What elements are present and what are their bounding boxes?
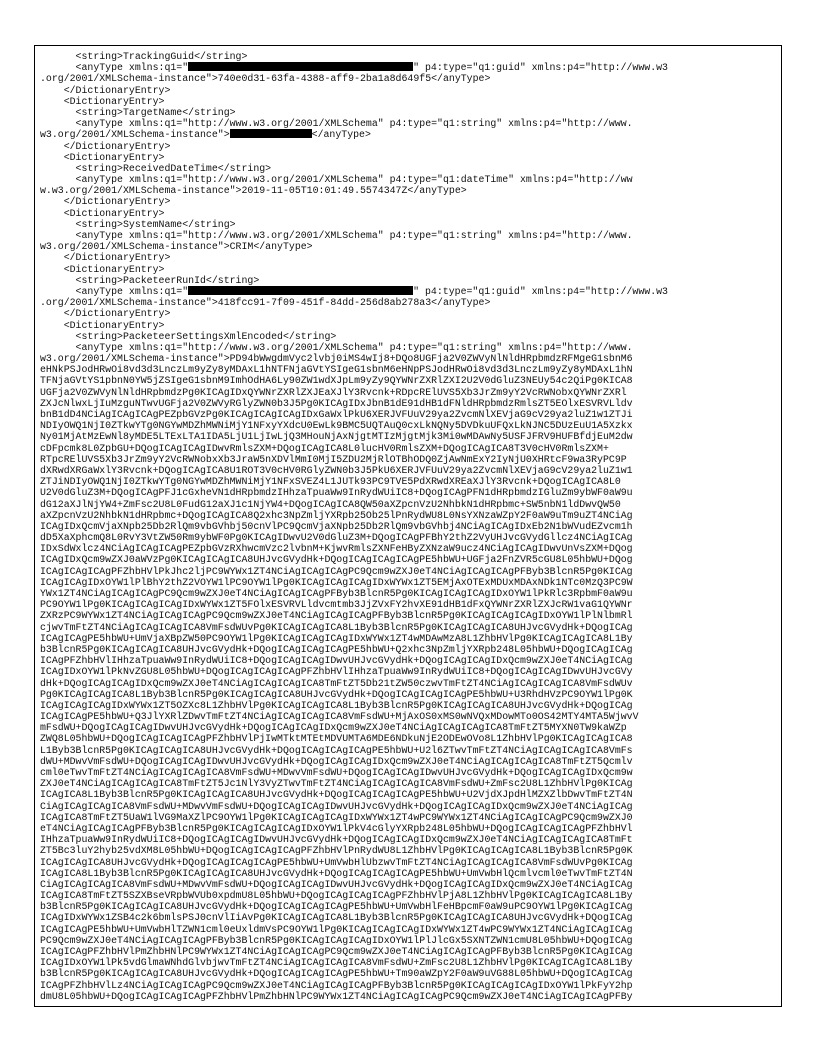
code-line: w.w3.org/2001/XMLSchema-instance">2019-11-05T10:01:49.5574347Z</anyType> bbox=[40, 185, 467, 197]
code-line: </DictionaryEntry> bbox=[40, 308, 171, 320]
code-line: ICAgIDxQcm9wZXJ0aWVzPg0KICAgICAgICA8UHJvcGVydHk+DQogICAgICAgICAgPE5hbWU+UGFja2FnZVR5cGU8L05hbWU+DQog bbox=[40, 554, 633, 566]
redaction-bar bbox=[230, 129, 312, 138]
code-line: <DictionaryEntry> bbox=[40, 319, 165, 331]
code-line bbox=[40, 286, 781, 297]
code-line: L1Byb3BlcnR5Pg0KICAgICAgICA8UHJvcGVydHk+DQogICAgICAgICAgPE5hbWU+U2l6ZTwvTmFtZT4NCiAgICAgICAgICA8VmFs bbox=[40, 744, 633, 756]
code-line: ICAgICAgPE5hbWU+Q3JlYXRlZDwvTmFtZT4NCiAgICAgICAgICA8VmFsdWU+MjAxOS0xMS0wNVQxMDowMTo0OS42MTY4MTA5WjwvV bbox=[40, 711, 639, 723]
code-line: IHhzaTpuaWw9InRydWUiIC8+DQogICAgICAgIDwvUHJvcGVydHk+DQogICAgICAgIDxQcm9wZXJ0eT4NCiAgICAgICAgICA8TmFt bbox=[40, 834, 633, 846]
code-line: <DictionaryEntry> bbox=[40, 207, 165, 219]
code-line: aXZpcnVzU2NhbkN1dHRpbmc+DQogICAgICA8Q2xhc3NpZmljYXRpb25Ob25lPnRydWU8L0NsYXNzaWZpY2F0aW9uTm9uZT4NCiAg bbox=[40, 509, 633, 521]
code-line: b3BlcnR5Pg0KICAgICAgICA8UHJvcGVydHk+DQogICAgICAgICAgPE5hbWU+UmVwbHlFeHBpcmF0aW9uPC9OYW1lPg0KICAgICAg bbox=[40, 901, 633, 913]
code-line: <DictionaryEntry> bbox=[40, 151, 165, 163]
code-line: .org/2001/XMLSchema-instance">740e0d31-63fa-4388-aff9-2ba1a8d649f5</anyType> bbox=[40, 73, 491, 85]
code-line: PC9OYW1lPg0KICAgICAgICAgIDxWYWx1ZT5FOlxESVRVLldvcmtmb3JjZVxFY2hvXE91dHB1dFxQYWNrZXRlZXJcRW1vaG1QYWNr bbox=[40, 599, 633, 611]
code-line: ZWQ8L05hbWU+DQogICAgICAgICAgPFZhbHVlPjIwMTktMTEtMDVUMTA6MDE6NDkuNjE2ODEwOVo8L1ZhbHVlPg0KICAgICAgICA8 bbox=[40, 733, 633, 745]
code-line: ICAgICAgICA8UHJvcGVydHk+DQogICAgICAgICAgPE5hbWU+UmVwbHlUbzwvTmFtZT4NCiAgICAgICAgICA8VmFsdWUvPg0KICAg bbox=[40, 856, 633, 868]
code-line: </DictionaryEntry> bbox=[40, 140, 171, 152]
code-line: ICAgICAgPE5hbWU+UmVjaXBpZW50PC9OYW1lPg0KICAgICAgICAgIDxWYWx1ZT4wMDAwMzA8L1ZhbHVlPg0KICAgICAgICA8L1By bbox=[40, 632, 633, 644]
code-line: bnB1dD4NCiAgICAgICAgPEZpbGVzPg0KICAgICAgICAgIDxGaWxlPkU6XERJVFUuV29ya2ZvcmNlXEVjaG9cV29ya2luZ1w1ZTJi bbox=[40, 409, 633, 420]
code-line: ICAgICA8L1Byb3BlcnR5Pg0KICAgICAgICA8UHJvcGVydHk+DQogICAgICAgICAgPE5hbWU+U2VjdXJpdHlMZXZlbDwvTmFtZT4N bbox=[40, 789, 633, 801]
code-line: UGFja2V0ZWVyNlNldHRpbmdzPg0KICAgIDxQYWNrZXRlZXJEaXJlY3Rvcnk+RDpcRElUVS5Xb3JrZm9yY2VcRWNobxQYWNrZXRl bbox=[40, 386, 627, 398]
code-line: <string>PacketeerSettingsXmlEncoded</string> bbox=[40, 330, 337, 342]
code-line: TFNjaGVtYS1pbnN0YW5jZSIgeG1sbnM9ImhOdHA6Ly90ZW1wdXJpLm9yZy9QYWNrZXRlZXI2U2V0dGluZ3NEUy54c2QiPg0KICA8 bbox=[40, 375, 633, 387]
code-line: <string>PacketeerRunId</string> bbox=[40, 274, 260, 286]
code-line: CiAgICAgICAgICA8VmFsdWU+MDwvVmFsdWU+DQogICAgICAgIDwvUHJvcGVydHk+DQogICAgICAgIDxQcm9wZXJ0eT4NCiAgICAg bbox=[40, 878, 633, 890]
code-line: ICAgICA8TmFtZT5UaW1lVG9MaXZlPC9OYW1lPg0KICAgICAgICAgIDxWYWx1ZT4wPC9WYWx1ZT4NCiAgICAgICAgPC9Qcm9wZXJ0 bbox=[40, 811, 633, 823]
code-line: <DictionaryEntry> bbox=[40, 263, 165, 275]
code-line: ICAgPFZhbHVlIHhzaTpuaWw9InRydWUiIC8+DQogICAgICAgIDwvUHJvcGVydHk+DQogICAgICAgIDxQcm9wZXJ0eT4NCiAgICAg bbox=[40, 655, 633, 667]
code-line: YWx1ZT4NCiAgICAgICAgPC9Qcm9wZXJ0eT4NCiAgICAgICAgPFByb3BlcnR5Pg0KICAgICAgICAgIDxOYW1lPkRlc3RpbmF0aW9u bbox=[40, 588, 633, 599]
code-line: ICAgIDxOYW1lPkNvZGU8L05hbWU+DQogICAgICAgICAgPFZhbHVlIHhzaTpuaWw9InRydWUiIC8+DQogICAgICAgIDwvUHJvcGVy bbox=[40, 666, 633, 678]
code-line: ZTJiNDIyOWQ1NjI0ZTkwYTg0NGYwMDZhMWNiMjY1NFxSVEZ4L1JUTk93PC9TVE5PdXRwdXREaXJlY3Rvcnk+DQogICAgICA8L0 bbox=[40, 476, 621, 488]
code-line: <string>SystemName</string> bbox=[40, 218, 236, 230]
code-line: ICAgICA8TmFtZT5SZXBseVRpbWVUb0xpdmU8L05hbWU+DQogICAgICAgICAgPFZhbHVlPjA8L1ZhbHVlPg0KICAgICAgICA8L1By bbox=[40, 890, 633, 902]
code-line: Pg0KICAgICAgICA8L1Byb3BlcnR5Pg0KICAgICAgICA8UHJvcGVydHk+DQogICAgICAgICAgPE5hbWU+U3RhdHVzPC9OYW1lPg0K bbox=[40, 688, 633, 700]
code-line: <string>ReceivedDateTime</string> bbox=[40, 162, 272, 174]
code-line: ICAgICAgIDxOYW1lPlBhY2thZ2VOYW1lPC9OYW1lPg0KICAgICAgICAgIDxWYWx1ZT5EMjAxOTExMDUxMDAxNDk1NTc0MzQ3PC9W bbox=[40, 576, 633, 588]
code-line bbox=[40, 62, 781, 73]
code-line: </DictionaryEntry> bbox=[40, 252, 171, 264]
code-line: <string>TargetName</string> bbox=[40, 106, 236, 118]
code-line: dG12aXJlNjYW4+ZmFsc2U8L0FudG12aXJ1c1NjYW4+DQogICAgICA8QW50aXZpcnVzU2NhbkN1dHRpbmc+SW5nbN1ldDwvQW50 bbox=[40, 498, 621, 510]
redaction-bar bbox=[188, 62, 413, 71]
code-fragment: </anyType> bbox=[311, 129, 371, 141]
code-line: .org/2001/XMLSchema-instance">418fcc91-7f09-451f-84dd-256d8ab278a3</anyType> bbox=[40, 297, 491, 309]
code-line: NDIyOWQ1NjI0ZTkwYTg0NGYwMDZhMWNiMjY1NFxyYXdcU0EwLk9BMC5UQTAuQ0cxLkNQNy5DVDkuUFQxLkNJNC5DUzEuU1A5Xzkx bbox=[40, 420, 633, 432]
code-line: mFsdWU+DQogICAgICAgIDwvUHJvcGVydHk+DQogICAgICAgIDxQcm9wZXJ0eT4NCiAgICAgICAgICA8TmFtZT5MYXN0TW9kaWZp bbox=[40, 722, 627, 734]
code-line: <anyType xmlns:q1="http://www.w3.org/2001/XMLSchema" p4:type="q1:string" xmlns:p4="http://www. bbox=[40, 341, 633, 353]
code-line: ICAgICAgICAgPFZhbHVlPkJhc2ljPC9WYWx1ZT4NCiAgICAgICAgPC9Qcm9wZXJ0eT4NCiAgICAgICAgPFByb3BlcnR5Pg0KICAg bbox=[40, 565, 633, 577]
document-frame bbox=[34, 45, 782, 1007]
code-line: RTpcRElUVS5Xb3JrZm9yY2VcRWNobxXb3JraW5nXDVlMmI0MjI5ZDU2MjRlOTBhODQ0ZjAwNmExY2IyNjU0XHRtcF9wa3RyPC9P bbox=[40, 453, 627, 465]
code-line: w3.org/2001/XMLSchema-instance">PD94bWwgdmVyc2lvbj0iMS4wIj8+DQo8UGFja2V0ZWVyNlNldHRpbmdzRFMgeG1sbnM6 bbox=[40, 353, 633, 365]
code-line: b3BlcnR5Pg0KICAgICAgICA8UHJvcGVydHk+DQogICAgICAgICAgPE5hbWU+Tm90aWZpY2F0aW9uVG88L05hbWU+DQogICAgICAg bbox=[40, 968, 633, 980]
code-line: dXRwdXRGaWxlY3Rvcnk+DQogICAgICA8U1ROT3V0cHV0RGlyZWN0b3J5PkU6XERJVFUuV29ya2ZvcmNlXEVjaG9cV29ya2luZ1w1 bbox=[40, 464, 633, 476]
code-line: ICAgIDxOYW1lPk5vdGlmaWNhdGlvbjwvTmFtZT4NCiAgICAgICAgICA8VmFsdWU+ZmFsc2U8L1ZhbHVlPg0KICAgICAgICA8L1By bbox=[40, 957, 633, 969]
code-line bbox=[40, 129, 781, 140]
code-line: </DictionaryEntry> bbox=[40, 196, 171, 208]
code-line: PC9Qcm9wZXJ0eT4NCiAgICAgICAgPFByb3BlcnR5Pg0KICAgICAgICAgIDxOYW1lPlJlcGx5SXNTZWN1cmU8L05hbWU+DQogICAg bbox=[40, 934, 633, 946]
code-fragment: w3.org/2001/XMLSchema-instance"> bbox=[40, 129, 230, 141]
code-line: ZT5Bc3luY2hyb25vdXM8L05hbWU+DQogICAgICAgICAgPFZhbHVlPnRydWU8L1ZhbHVlPg0KICAgICAgICA8L1Byb3BlcnR5Pg0K bbox=[40, 845, 633, 857]
code-fragment: <anyType xmlns:q1=" bbox=[40, 285, 189, 297]
code-line: IDxSdWxlcz4NCiAgICAgICAgPEZpbGVzRXhwcmVzc2lvbnM+KjwvRmlsZXNFeHByZXNzaW9ucz4NCiAgICAgIDwvUnVsZXM+DQog bbox=[40, 543, 633, 555]
code-line: cml0eTwvTmFtZT4NCiAgICAgICAgICA8VmFsdWU+MDwvVmFsdWU+DQogICAgICAgIDwvUHJvcGVydHk+DQogICAgICAgIDxQcm9w bbox=[40, 767, 633, 778]
code-line: <DictionaryEntry> bbox=[40, 95, 165, 107]
code-line: ICAgICA8L1Byb3BlcnR5Pg0KICAgICAgICA8UHJvcGVydHk+DQogICAgICAgICAgPE5hbWU+UmVwbHlQcmlvcml0eTwvTmFtZT4N bbox=[40, 867, 633, 879]
code-line: cDFpcmk8L0ZpbGU+DQogICAgICAgIDwvRmlsZXM+DQogICAgICA8L0lucHV0RmlsZXM+DQogICAgICA8T3V0cHV0RmlsZXM+ bbox=[40, 442, 609, 454]
code-line: ICAgICAgPFZhbHVlPmZhbHNlPC9WYWx1ZT4NCiAgICAgICAgPC9Qcm9wZXJ0eT4NCiAgICAgICAgPFByb3BlcnR5Pg0KICAgICAg bbox=[40, 946, 633, 957]
code-line: cjwvTmFtZT4NCiAgICAgICAgICA8VmFsdWUvPg0KICAgICAgICA8L1Byb3BlcnR5Pg0KICAgICAgICA8UHJvcGVydHk+DQogICAg bbox=[40, 621, 633, 633]
code-line: dmU8L05hbWU+DQogICAgICAgICAgPFZhbHVlPmZhbHNlPC9WYWx1ZT4NCiAgICAgICAgPC9Qcm9wZXJ0eT4NCiAgICAgICAgPFBy bbox=[40, 990, 633, 1002]
code-line: Ny01MjAtMzEwNl8yMDE5LTExLTA1IDA5LjU1LjIwLjQ3MHouNjAxNjgtMTIzMjgtMjk3Mi0wMDAwNy5USFJFRV9HUFBfdjEuM2dw bbox=[40, 431, 633, 443]
code-line: b3BlcnR5Pg0KICAgICAgICA8UHJvcGVydHk+DQogICAgICAgICAgPE5hbWU+Q2xhc3NpZmljYXRpb248L05hbWU+DQogICAgICAg bbox=[40, 643, 633, 655]
code-line: ZXJ0eT4NCiAgICAgICAgICA8TmFtZT5Jc1NlY3VyZTwvTmFtZT4NCiAgICAgICAgICA8VmFsdWU+ZmFsc2U8L1ZhbHVlPg0KICAg bbox=[40, 778, 633, 790]
redaction-bar bbox=[188, 286, 413, 295]
code-fragment: " p4:type="q1:guid" xmlns:p4="http://www.w3 bbox=[413, 62, 668, 74]
code-line: CiAgICAgICAgICA8VmFsdWU+MDwvVmFsdWU+DQogICAgICAgIDwvUHJvcGVydHk+DQogICAgICAgIDxQcm9wZXJ0eT4NCiAgICAg bbox=[40, 800, 633, 812]
code-line: eT4NCiAgICAgICAgPFByb3BlcnR5Pg0KICAgICAgICAgIDxOYW1lPkV4cGlyYXRpb248L05hbWU+DQogICAgICAgICAgPFZhbHVl bbox=[40, 822, 633, 834]
code-line: dHk+DQogICAgICAgIDxQcm9wZXJ0eT4NCiAgICAgICAgICA8TmFtZT5Db21tZW50czwvTmFtZT4NCiAgICAgICAgICA8VmFsdWUv bbox=[40, 677, 633, 689]
code-line: </DictionaryEntry> bbox=[40, 84, 171, 96]
code-line: <anyType xmlns:q1="http://www.w3.org/2001/XMLSchema" p4:type="q1:string" xmlns:p4="http://www. bbox=[40, 118, 633, 130]
code-line: ICAgICAgICAgIDxWYWx1ZT5OZXc8L1ZhbHVlPg0KICAgICAgICA8L1Byb3BlcnR5Pg0KICAgICAgICA8UHJvcGVydHk+DQogICAg bbox=[40, 699, 633, 711]
code-line: w3.org/2001/XMLSchema-instance">CRIM</anyType> bbox=[40, 241, 313, 253]
code-line: ZXRzPC9WYWx1ZT4NCiAgICAgICAgPC9Qcm9wZXJ0eT4NCiAgICAgICAgPFByb3BlcnR5Pg0KICAgICAgICAgIDxOYW1lPlNlbmRl bbox=[40, 610, 633, 622]
code-line: <string>TrackingGuid</string> bbox=[40, 51, 248, 62]
code-fragment: " p4:type="q1:guid" xmlns:p4="http://www.w3 bbox=[413, 285, 668, 297]
code-line: dD5XaXphcmQ8L0RvY3VtZW50Rm9ybWF0Pg0KICAgIDwvU2V0dGluZ3M+DQogICAgPFBhY2thZ2VyUHJvcGVydGllcz4NCiAgICAg bbox=[40, 532, 633, 544]
code-line: <anyType xmlns:q1="http://www.w3.org/2001/XMLSchema" p4:type="q1:string" xmlns:p4="http://www. bbox=[40, 230, 633, 241]
code-fragment: <anyType xmlns:q1=" bbox=[40, 62, 189, 74]
code-line: ZXJcNlwxLjIuMzguNTwvUGFja2V0ZWVyRGlyZWN0b3J5Pg0KICAgIDxJbnB1dE91dHB1dFNldHRpbmdzRmlsZT5EOlxESVRVLldv bbox=[40, 397, 633, 409]
code-line: ICAgICAgPE5hbWU+UmVwbHlTZWN1cml0eUxldmVsPC9OYW1lPg0KICAgICAgICAgIDxWYWx1ZT4wPC9WYWx1ZT4NCiAgICAgICAg bbox=[40, 923, 633, 935]
code-line: eHNkPSJodHRwOi8vd3d3LnczLm9yZy8yMDAxL1hNTFNjaGVtYSIgeG1sbnM6eHNpPSJodHRwOi8vd3d3LnczLm9yZy8yMDAxL1hN bbox=[40, 364, 633, 376]
code-line: ICAgIDxWYWx1ZSB4c2k6bmlsPSJ0cnVlIiAvPg0KICAgICAgICA8L1Byb3BlcnR5Pg0KICAgICAgICA8UHJvcGVydHk+DQogICAg bbox=[40, 912, 633, 924]
xml-code-block bbox=[40, 51, 781, 1002]
code-line: ICAgPFZhbHVlLz4NCiAgICAgICAgPC9Qcm9wZXJ0eT4NCiAgICAgICAgPFByb3BlcnR5Pg0KICAgICAgICAgIDxOYW1lPkFyY2hp bbox=[40, 979, 633, 991]
code-line: dWU+MDwvVmFsdWU+DQogICAgICAgIDwvUHJvcGVydHk+DQogICAgICAgIDxQcm9wZXJ0eT4NCiAgICAgICAgICA8TmFtZT5Qcmlv bbox=[40, 755, 633, 767]
code-line: ICAgIDxQcmVjaXNpb25Db2RlQm9vbGVhbj50cnVlPC9QcmVjaXNpb25Db2RlQm9vbGVhbj4NCiAgICAgIDxEb2N1bWVudEZvcm1h bbox=[40, 520, 633, 532]
code-line: U2V0dGluZ3M+DQogICAgPFJ1cGxheVN1dHRpbmdzIHhzaTpuaWw9InRydWUiIC8+DQogICAgPFN1dHRpbmdzIGluZm9ybWF0aW9u bbox=[40, 487, 633, 499]
code-line: <anyType xmlns:q1="http://www.w3.org/2001/XMLSchema" p4:type="q1:dateTime" xmlns:p4="http://ww bbox=[40, 174, 633, 186]
